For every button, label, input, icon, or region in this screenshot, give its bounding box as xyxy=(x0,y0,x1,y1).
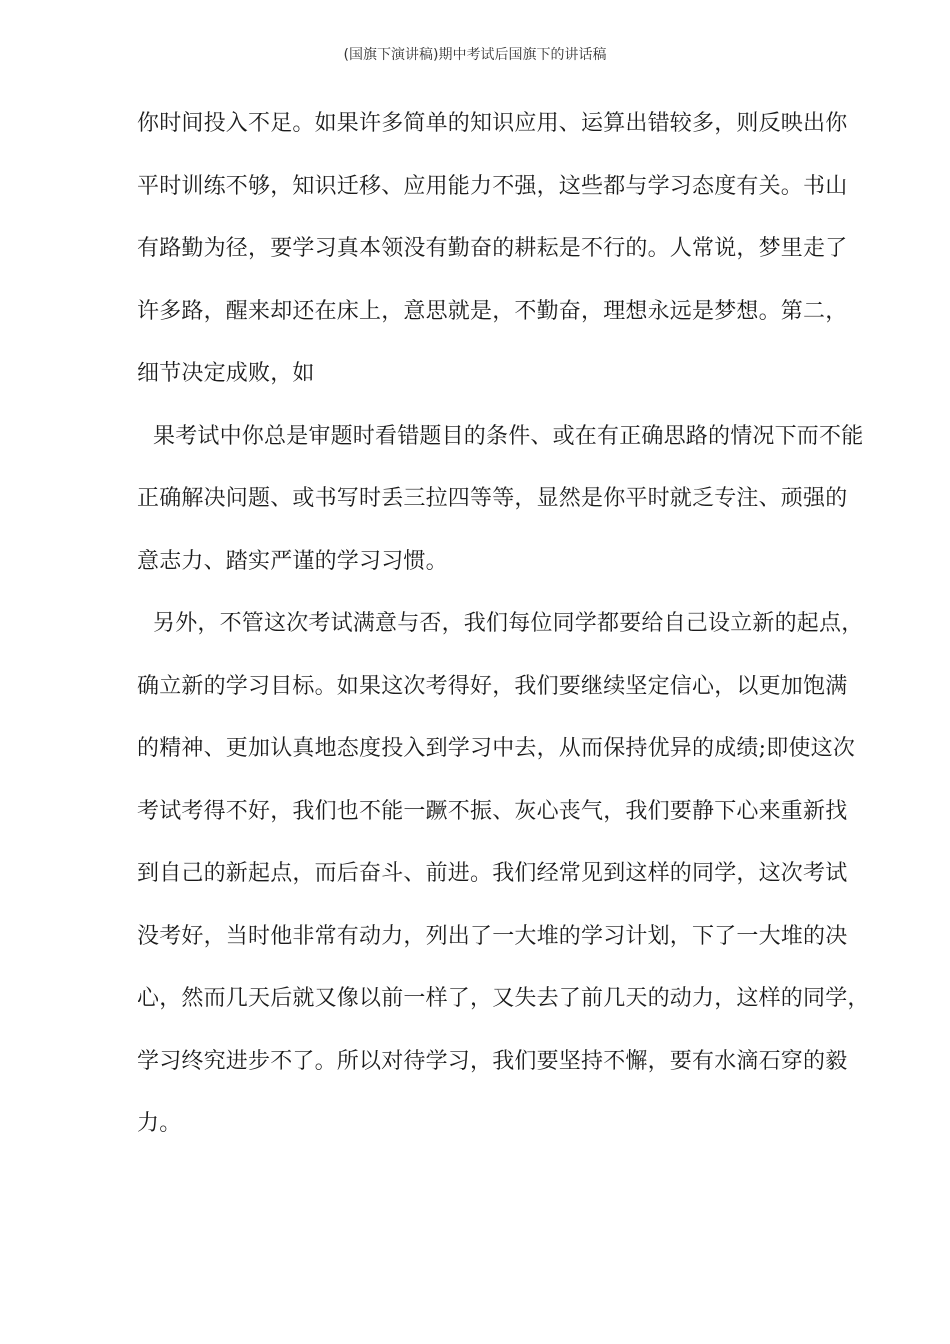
text-line: 正确解决问题、或书写时丢三拉四等等，显然是你平时就乏专注、顽强的 xyxy=(137,486,848,511)
document-body xyxy=(137,93,870,1156)
text-line: 的精神、更加认真地态度投入到学习中去，从而保持优异的成绩;即使这次 xyxy=(137,736,856,761)
text-line: 意志力、踏实严谨的学习习惯。 xyxy=(137,548,448,574)
text-line: 你时间投入不足。如果许多简单的知识应用、运算出错较多，则反映出你 xyxy=(137,111,848,136)
text-line: 许多路，醒来却还在床上，意思就是，不勤奋，理想永远是梦想。第二， xyxy=(137,298,848,324)
text-line: 细节决定成败，如 xyxy=(137,361,315,386)
text-line: 考试考得不好，我们也不能一蹶不振、灰心丧气，我们要静下心来重新找 xyxy=(137,798,848,824)
text-line: 确立新的学习目标。如果这次考得好，我们要继续坚定信心，以更加饱满 xyxy=(137,673,848,699)
text-line: 另外，不管这次考试满意与否，我们每位同学都要给自己设立新的起点， xyxy=(153,611,864,636)
text-line: 心，然而几天后就又像以前一样了，又失去了前几天的动力，这样的同学， xyxy=(137,986,870,1011)
text-line: 到自己的新起点，而后奋斗、前进。我们经常见到这样的同学，这次考试 xyxy=(137,861,848,886)
text-line: 有路勤为径，要学习真本领没有勤奋的耕耘是不行的。人常说，梦里走了 xyxy=(137,236,848,261)
text-line: 果考试中你总是审题时看错题目的条件、或在有正确思路的情况下而不能 xyxy=(153,423,864,449)
text-line: 平时训练不够，知识迁移、应用能力不强，这些都与学习态度有关。书山 xyxy=(137,173,848,199)
text-line: 力。 xyxy=(137,1111,182,1136)
page-header: (国旗下演讲稿)期中考试后国旗下的讲话稿 xyxy=(343,47,607,63)
text-line: 没考好，当时他非常有动力，列出了一大堆的学习计划，下了一大堆的决 xyxy=(137,923,848,949)
text-line: 学习终究进步不了。所以对待学习，我们要坚持不懈，要有水滴石穿的毅 xyxy=(137,1048,848,1074)
